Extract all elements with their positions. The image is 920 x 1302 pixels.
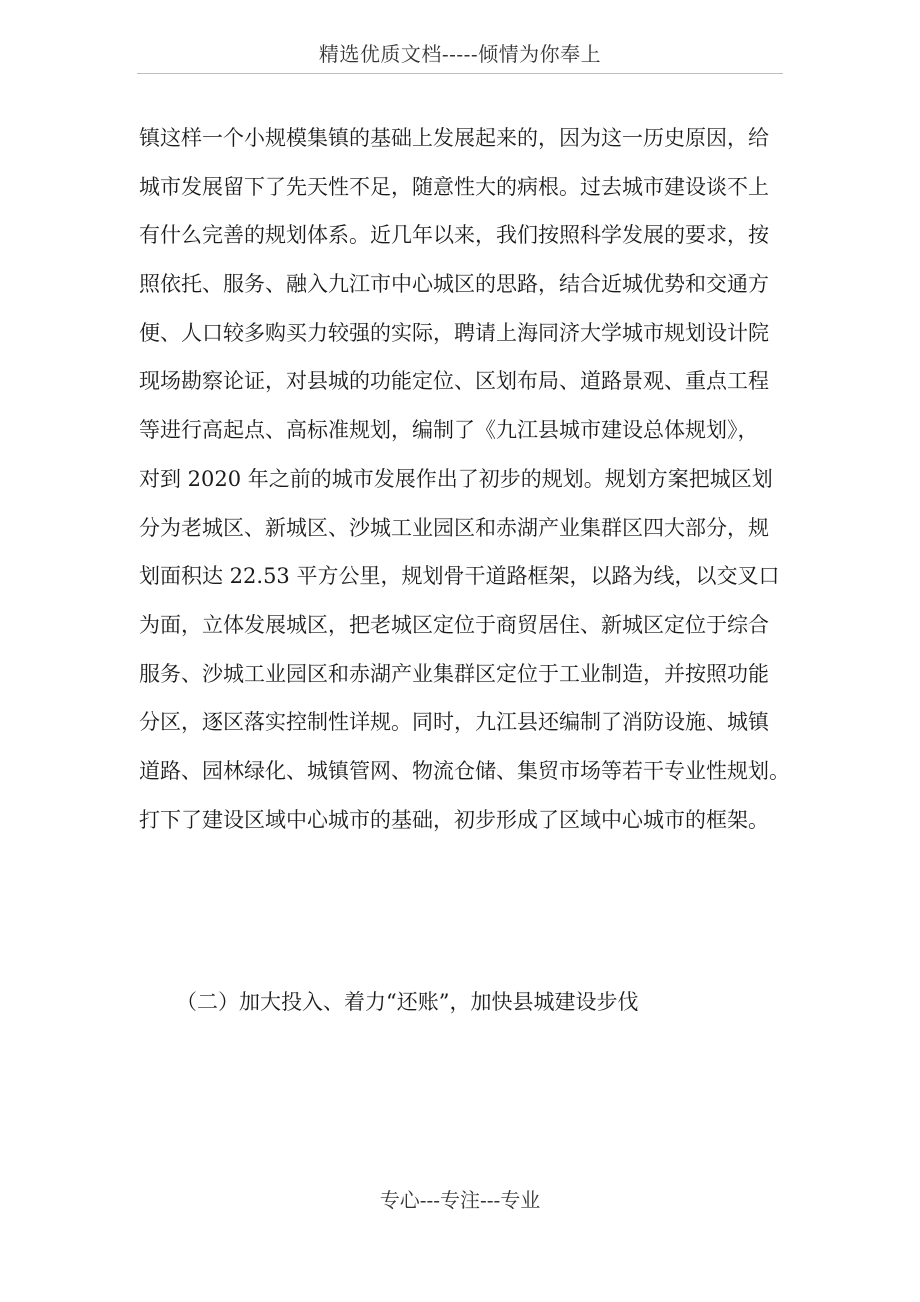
body-line: 服务、沙城工业园区和赤湖产业集群区定位于工业制造，并按照功能 — [139, 661, 769, 686]
body-line: 城市发展留下了先天性不足，随意性大的病根。过去城市建设谈不上 — [139, 174, 769, 199]
body-line: 划面积达 22.53 平方公里，规划骨干道路框架，以路为线，以交叉口 — [139, 564, 780, 589]
page-header: 精选优质文档-----倾情为你奉上 — [318, 42, 602, 66]
body-line: 有什么完善的规划体系。近几年以来，我们按照科学发展的要求，按 — [139, 223, 769, 248]
body-line: 等进行高起点、高标准规划，编制了《九江县城市建设总体规划》， — [139, 418, 759, 443]
body-line: 打下了建设区域中心城市的基础，初步形成了区域中心城市的框架。 — [139, 807, 769, 832]
body-line: 现场勘察论证，对县城的功能定位、区划布局、道路景观、重点工程 — [139, 369, 769, 394]
body-line: 对到 2020 年之前的城市发展作出了初步的规划。规划方案把城区划 — [139, 466, 773, 491]
body-line: 照依托、服务、融入九江市中心城区的思路，结合近城优势和交通方 — [139, 272, 769, 297]
page-footer: 专心---专注---专业 — [379, 1188, 541, 1212]
body-line: 为面，立体发展城区，把老城区定位于商贸居住、新城区定位于综合 — [139, 612, 769, 637]
body-line: 分区，逐区落实控制性详规。同时，九江县还编制了消防设施、城镇 — [139, 710, 769, 735]
body-text — [139, 118, 809, 848]
header-divider — [137, 73, 783, 74]
section-heading: （二）加大投入、着力“还账”，加快县城建设步伐 — [176, 990, 639, 1014]
body-line: 镇这样一个小规模集镇的基础上发展起来的，因为这一历史原因，给 — [139, 126, 769, 150]
body-line: 道路、园林绿化、城镇管网、物流仓储、集贸市场等若干专业性规划。 — [139, 758, 790, 783]
body-line: 便、人口较多购买力较强的实际，聘请上海同济大学城市规划设计院 — [139, 320, 769, 345]
body-line: 分为老城区、新城区、沙城工业园区和赤湖产业集群区四大部分，规 — [139, 515, 769, 540]
